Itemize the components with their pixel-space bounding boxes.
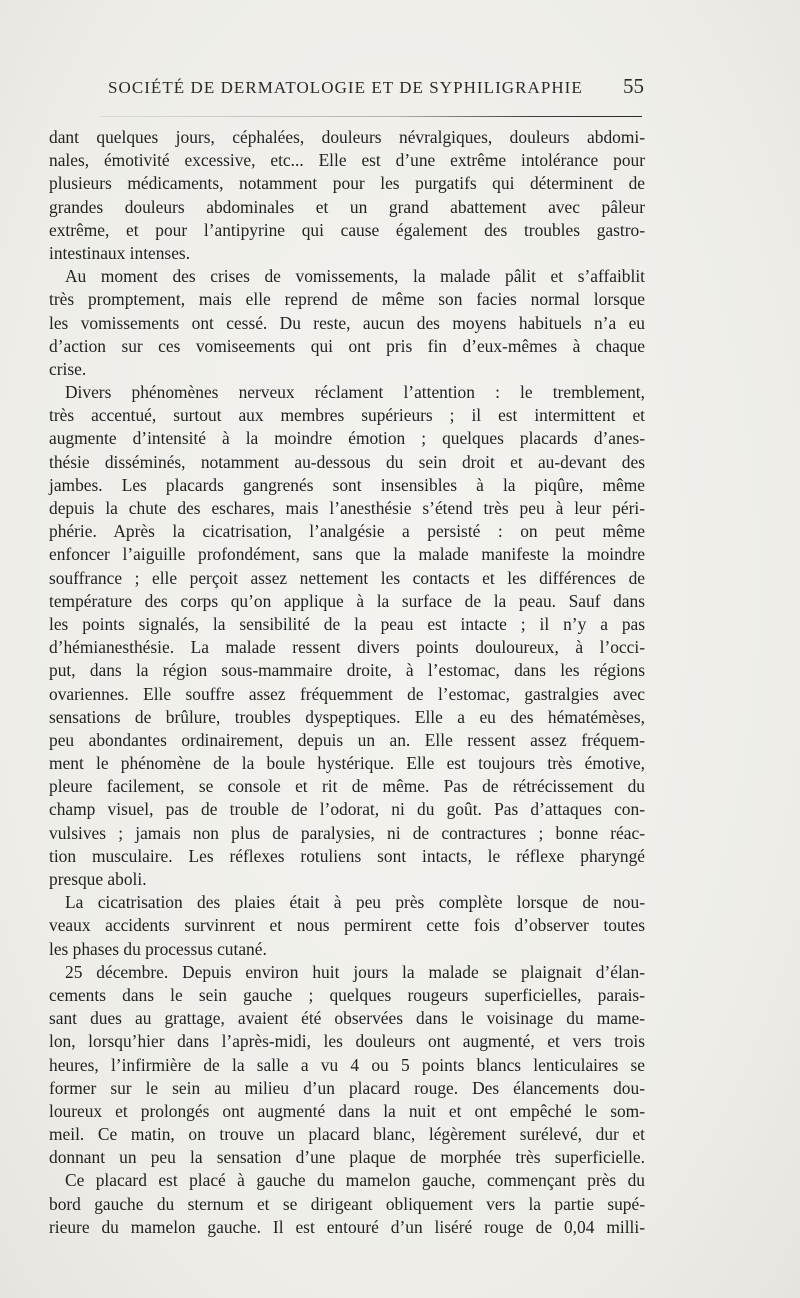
text-line: rieure du mamelon gauche. Il est entouré d’un liséré rouge de 0,04 milli- [49, 1216, 645, 1237]
text-line: donnant un peu la sensation d’une plaque de morphée très superficielle. [49, 1147, 645, 1168]
text-line: d’action sur ces vomiseements qui ont pris fin d’eux-mêmes à chaque [49, 335, 645, 356]
text-line: augmente d’intensité à la moindre émotion ; quelques placards d’anes- [49, 428, 645, 449]
text-line: enfoncer l’aiguille profondément, sans que la malade manifeste la moindre [49, 544, 645, 565]
text-line: les vomissements ont cessé. Du reste, aucun des moyens habituels n’a eu [49, 312, 645, 333]
text-line: vulsives ; jamais non plus de paralysies, ni de contractures ; bonne réac- [49, 822, 645, 843]
text-line: presque aboli. [49, 869, 147, 889]
paragraph-start: Au moment des crises de vomissements, la malade pâlit et s’affaiblit [65, 266, 645, 287]
text-line: intestinaux intenses. [49, 242, 191, 263]
text-line: sant dues au grattage, avaient été observées dans le voisinage du mame- [49, 1008, 645, 1029]
text-line: pleure facilement, se console et rit de même. Pas de rétrécissement du [49, 776, 645, 797]
text-line: très promptement, mais elle reprend de même son facies normal lorsque [49, 289, 645, 310]
text-line: bord gauche du sternum et se dirigeant obliquement vers la partie supé- [49, 1193, 645, 1214]
text-line: heures, l’infirmière de la salle a vu 4 ou 5 points blancs lenticulaires se [49, 1054, 645, 1075]
text-line: jambes. Les placards gangrenés sont insensibles à la piqûre, même [49, 474, 645, 495]
running-head: SOCIÉTÉ DE DERMATOLOGIE ET DE SYPHILIGRAPHIE [108, 78, 583, 97]
text-line: tion musculaire. Les réflexes rotuliens sont intacts, le réflexe pharyngé [49, 845, 645, 866]
text-line: sensations de brûlure, troubles dyspeptiques. Elle a eu des hématémèses, [49, 706, 645, 727]
text-line: peu abondantes ordinairement, depuis un an. Elle ressent assez fréquem- [49, 729, 645, 750]
text-line: champ visuel, pas de trouble de l’odorat, ni du goût. Pas d’attaques con- [49, 799, 645, 820]
text-line: lon, lorsqu’hier dans l’après-midi, les douleurs ont augmenté, et vers trois [49, 1031, 645, 1052]
text-line: ment le phénomène de la boule hystérique. Elle est toujours très émotive, [49, 753, 645, 774]
text-line: put, dans la région sous-mammaire droite, à l’estomac, dans les régions [49, 660, 645, 681]
text-line: meil. Ce matin, on trouve un placard blanc, légèrement surélevé, dur et [49, 1124, 645, 1145]
body-text [49, 126, 645, 1239]
text-line: depuis la chute des eschares, mais l’anesthésie s’étend très peu à leur péri- [49, 498, 645, 518]
text-line: température des corps qu’on applique à la surface de la peau. Sauf dans [49, 590, 645, 611]
text-line: cements dans le sein gauche ; quelques rougeurs superficielles, parais- [49, 984, 645, 1005]
text-line: plusieurs médicaments, notamment pour les purgatifs qui déterminent de [49, 173, 645, 194]
text-line: ovariennes. Elle souffre assez fréquemment de l’estomac, gastralgies avec [49, 683, 645, 704]
text-line: former sur le sein au milieu d’un placard rouge. Des élancements dou- [49, 1077, 645, 1098]
text-line: les phases du processus cutané. [49, 938, 267, 959]
text-line: phérie. Après la cicatrisation, l’analgésie a persisté : on peut même [49, 521, 645, 542]
text-line: très accentué, surtout aux membres supérieurs ; il est intermittent et [49, 405, 645, 426]
page-number: 55 [623, 74, 644, 98]
page-header [108, 74, 644, 104]
text-line: dant quelques jours, céphalées, douleurs névralgiques, douleurs abdomi- [49, 127, 645, 147]
text-line: d’hémianesthésie. La malade ressent divers points douloureux, à l’occi- [49, 637, 645, 658]
paragraph-start: Ce placard est placé à gauche du mamelon gauche, commençant près du [65, 1170, 645, 1191]
text-line: thésie disséminés, notamment au-dessous du sein droit et au-devant des [49, 451, 645, 472]
paragraph-start: 25 décembre. Depuis environ huit jours la malade se plaignait d’élan- [65, 961, 645, 982]
text-line: nales, émotivité excessive, etc... Elle est d’une extrême intolérance pour [49, 150, 645, 171]
header-rule [100, 116, 642, 117]
text-line: veaux accidents survinrent et nous permirent cette fois d’observer toutes [49, 915, 645, 936]
text-line: loureux et prolongés ont augmenté dans la nuit et ont empêché le som- [49, 1100, 645, 1121]
text-line: grandes douleurs abdominales et un grand abattement avec pâleur [49, 196, 645, 217]
paragraph-start: La cicatrisation des plaies était à peu près complète lorsque de nou- [65, 892, 645, 913]
paragraph-start: Divers phénomènes nerveux réclament l’attention : le tremblement, [65, 382, 645, 403]
text-line: crise. [49, 358, 87, 379]
text-line: extrême, et pour l’antipyrine qui cause également des troubles gastro- [49, 219, 645, 240]
text-line: souffrance ; elle perçoit assez nettement les contacts et les différences de [49, 567, 645, 588]
text-line: les points signalés, la sensibilité de la peau est intacte ; il n’y a pas [49, 613, 645, 634]
